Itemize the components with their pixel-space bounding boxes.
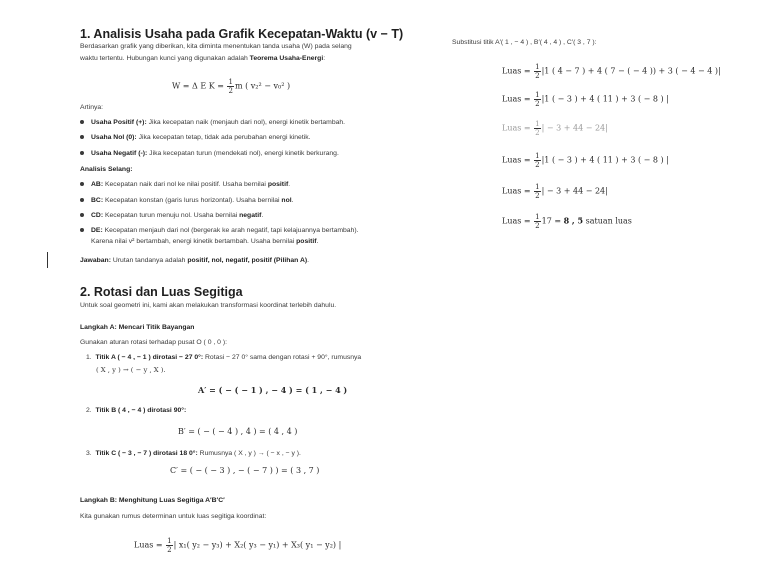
result-c-prime: C′ = ( − ( − 3 ) , − ( − 7 ) ) = ( 3 , 7 ) [170,466,320,475]
bullet-icon [80,120,84,124]
bullet-icon [80,198,84,202]
analisis-title: Analisis Selang: [80,166,133,173]
substitution-line: Substitusi titik A′( 1 , − 4 ) , B′( 4 , 4 ) , C′( 3 , 7 ): [452,39,597,46]
theorem-name: Teorema Usaha-Energi [249,55,324,62]
result-a-prime: A′ = ( − ( − 1 ) , − 4 ) = ( 1 , − 4 ) [198,385,348,395]
area-step-2: Luas = $\frac{1}{2}$ |1 ( − 3 ) + 4 ( 11 ) + 3 ( − 8 ) | [502,91,669,108]
bullet-icon [80,151,84,155]
step-a-intro: Gunakan aturan rotasi terhadap pusat O ( 0 , 0 ): [80,339,227,346]
bullet-positif: Usaha Positif (+): Jika kecepatan naik (menjauh dari nol), energi kinetik bertambah. [80,117,345,130]
rotation-item-b: 2. Titik B ( 4 , − 4 ) dirotasi 90°: [86,407,187,414]
selang-ab: AB: Kecepatan naik dari nol ke nilai positif. Usaha bernilai positif. [80,179,290,192]
area-step-3: Luas = $\frac{1}{2}$ | − 3 + 44 − 24| [502,120,608,137]
section2-intro: Untuk soal geometri ini, kami akan melakukan transformasi koordinat terlebih dahulu. [80,302,337,309]
step-b-title: Langkah B: Menghitung Luas Segitiga A′B′C′ [80,497,225,504]
step-a-title: Langkah A: Mencari Titik Bayangan [80,324,195,331]
determinant-area-formula: Luas = $\frac{1}{2}$ | x₁( y₂ − y₃) + X₂( y₃ − y₁) + X₃( y₁ − y₂) | [134,537,342,554]
rotation-rule-90: ( X , y ) → ( − y , X ). [96,366,166,374]
area-step-4: Luas = $\frac{1}{2}$ |1 ( − 3 ) + 4 ( 11 ) + 3 ( − 8 ) | [502,152,669,169]
section2-title: 2. Rotasi dan Luas Segitiga [80,285,243,299]
text-cursor [47,252,48,268]
bullet-negatif: Usaha Negatif (-): Jika kecepatan turun (mendekati nol), energi kinetik berkurang. [80,148,339,161]
selang-cd: CD: Kecepatan turun menuju nol. Usaha bernilai negatif. [80,210,263,223]
jawaban: Jawaban: Urutan tandanya adalah positif, nol, negatif, positif (Pilihan A). [80,257,310,264]
step-b-intro: Kita gunakan rumus determinan untuk luas segitiga koordinat: [80,513,267,520]
section1-title: 1. Analisis Usaha pada Grafik Kecepatan-Waktu (v − T) [80,27,404,41]
result-b-prime: B′ = ( − ( − 4 ) , 4 ) = ( 4 , 4 ) [178,427,298,436]
bullet-icon [80,135,84,139]
area-step-1: Luas = $\frac{1}{2}$ |1 ( 4 − 7 ) + 4 ( 7 − ( − 4 )) + 3 ( − 4 − 4 )| [502,63,721,80]
selang-bc: BC: Kecepatan konstan (garis lurus horizontal). Usaha bernilai nol. [80,195,294,208]
selang-de-line2: Karena nilai v² bertambah, energi kinetik bertambah. Usaha bernilai positif. [91,238,319,245]
section1-intro-line1: Berdasarkan grafik yang diberikan, kita diminta menentukan tanda usaha (W) pada selang [80,43,352,50]
artinya-label: Artinya: [80,104,104,111]
rotation-item-c: 3. Titik C ( − 3 , − 7 ) dirotasi 18 0°: Rumusnya ( X , y ) → ( − x , − y ). [86,450,301,457]
rotation-item-a: 1. Titik A ( − 4 , − 1 ) dirotasi − 27 0°: Rotasi − 27 0° sama dengan rotasi + 90°, rumusnya [86,354,362,361]
work-energy-formula: W = Δ E K = $\frac{1}{2}$ m ( v₂² − v₀² ) [172,78,291,95]
area-final-result: Luas = $\frac{1}{2}$ 17 = 8 , 5 satuan luas [502,213,632,230]
area-step-5: Luas = $\frac{1}{2}$ | − 3 + 44 − 24| [502,183,608,200]
bullet-icon [80,213,84,217]
bullet-nol: Usaha Nol (0): Jika kecepatan tetap, tidak ada perubahan energi kinetik. [80,132,311,145]
bullet-icon [80,228,84,232]
section1-intro-line2: waktu tertentu. Hubungan kunci yang digunakan adalah Teorema Usaha-Energi: [80,55,326,62]
selang-de: DE: Kecepatan menjauh dari nol (bergerak ke arah negatif, tapi kelajuannya bertambah). [80,225,359,238]
bullet-icon [80,182,84,186]
